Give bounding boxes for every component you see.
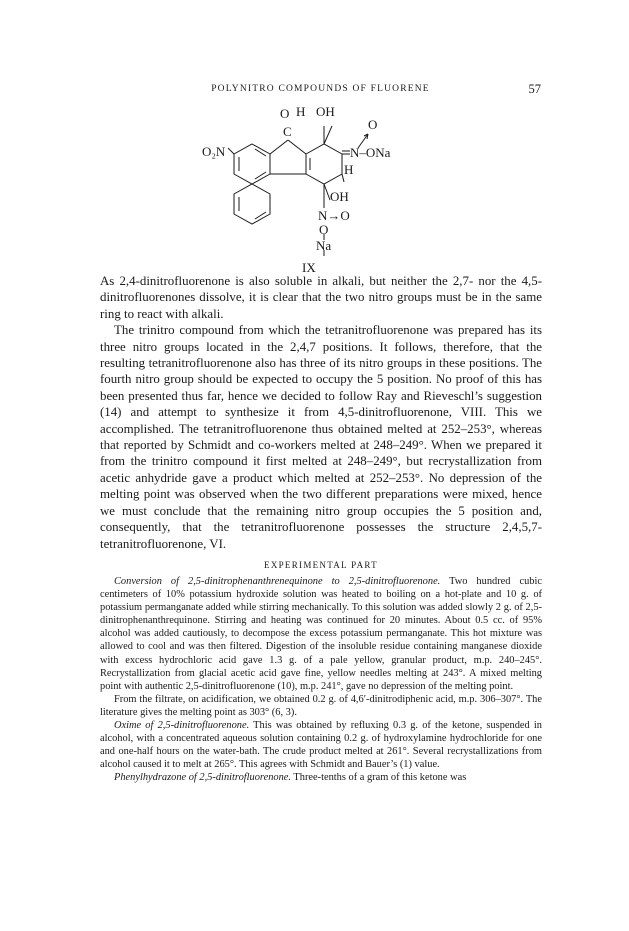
experimental-paragraph bbox=[100, 719, 542, 771]
page-number: 57 bbox=[528, 82, 541, 96]
atom-o-bottom: O bbox=[319, 222, 329, 237]
atom-oh-top: OH bbox=[316, 104, 335, 119]
atom-n-ona: N–ONa bbox=[350, 145, 391, 160]
right-ring bbox=[306, 144, 342, 184]
paragraph-title: Conversion of 2,5-dinitrophenanthrenequinone to 2,5-dinitrofluorenone. bbox=[114, 576, 441, 587]
paragraph-title: Oxime of 2,5-dinitrofluorenone. bbox=[114, 720, 250, 732]
body-paragraph: The trinitro compound from which the tetranitrofluorenone was prepared has its three nitro groups located in the 2,4,7 positions. It follows, therefore, that the resulting tetranitrofluorenone also has three of its nitro groups in these positions. The fourth nitro group should be expected to occupy the 5 position. No proof of this has been presented thus far, hence we decided to follow Ray and Rieveschl’s suggestion (14) and attempt to synthesize it from 4,5-dinitrofluorenone, VIII. This we accomplished. The tetranitrofluorenone thus obtained melted at 252–253°, whereas that reported by Schmidt and co-workers melted at 248–249°. When we prepared it from the trinitro compound it first melted at 248–249°, but recrystallization from acetic anhydride gave a product which melted at 252–253°. No depression of the melting point was observed when the two different preparations were mixed, hence we must conclude that the remaining nitro group occupies the 5 position and, consequently, that the tetranitrofluorenone possesses the structure 2,4,5,7-tetranitrofluorenone, VI. bbox=[100, 323, 542, 551]
experimental-paragraph: From the filtrate, on acidification, we obtained 0.2 g. of 4,6′-dinitrodiphenic acid, m.p. 306–307°. The literature gives the melting point as 303° (6, 3). bbox=[100, 693, 542, 718]
experimental-text bbox=[100, 575, 542, 785]
paragraph-body: Three-tenths of a gram of this ketone was bbox=[291, 772, 467, 784]
atom-c-center: C bbox=[283, 124, 292, 139]
atom-o2n: O₂N bbox=[202, 144, 226, 159]
chemical-structure-ix bbox=[180, 104, 440, 276]
atom-h-top: H bbox=[296, 104, 306, 119]
atom-oh-bottom: OH bbox=[330, 189, 349, 204]
paragraph-title: Phenylhydrazone of 2,5-dinitrofluorenone. bbox=[114, 772, 291, 784]
paragraph-body: This was obtained by refluxing 0.3 g. of the ketone, suspended in alcohol, with a concentrated aqueous solution containing 0.2 g. of hydroxylamine hydrochloride for one and one-half hours on the water-bath. The crude product melted at 261°. Several recrystallizations from alcohol caused it to melt at 265°. This agrees with Schmidt and Bauer’s (1) value. bbox=[100, 720, 542, 771]
running-head bbox=[100, 82, 541, 98]
atom-na-bottom: Na bbox=[316, 238, 332, 253]
body-text bbox=[100, 273, 542, 552]
running-title: POLYNITRO COMPOUNDS OF FLUORENE bbox=[211, 84, 430, 94]
atom-o-top: O bbox=[280, 106, 290, 121]
atom-o-n-oxide: O bbox=[368, 117, 378, 132]
structure-drawing bbox=[180, 104, 440, 276]
body-paragraph: As 2,4-dinitrofluorenone is also soluble in alkali, but neither the 2,7- nor the 4,5-dinitrofluorenones dissolve, it is clear that the two nitro groups must be in the same ring to react with alkali. bbox=[100, 274, 542, 321]
atom-n-arrow-o: N→O bbox=[318, 208, 350, 223]
compound-label: IX bbox=[302, 260, 316, 275]
section-heading: EXPERIMENTAL PART bbox=[264, 560, 378, 570]
paragraph-body: Two hundred cubic centimeters of 10% potassium hydroxide solution was heated to boiling on a hot-plate and 10 g. of potassium permanganate added while stirring mechanically. To this solution was added slowly 2 g. of 2,5-dinitrophenanthrequinone. Stirring and heating was continued for 20 minutes. About 0.5 cc. of 95% alcohol was added cautiously, to decompose the excess potassium permanganate. This hot mixture was allowed to cool and was then filtered. Digestion of the insoluble residue containing manganese dioxide with excess hydrochloric acid gave 1.3 g. of a pale yellow, granular product, m.p. 240–245°. Recrystallization from glacial acetic acid gave fine, yellow needles melting at 243°. A mixed melting point with authentic 2,5-dinitrofluorenone (10), m.p. 241°, gave no depression of the melting point. bbox=[100, 576, 542, 692]
experimental-paragraph bbox=[100, 771, 542, 784]
experimental-paragraph bbox=[100, 575, 542, 693]
atom-h-mid: H bbox=[344, 162, 354, 177]
